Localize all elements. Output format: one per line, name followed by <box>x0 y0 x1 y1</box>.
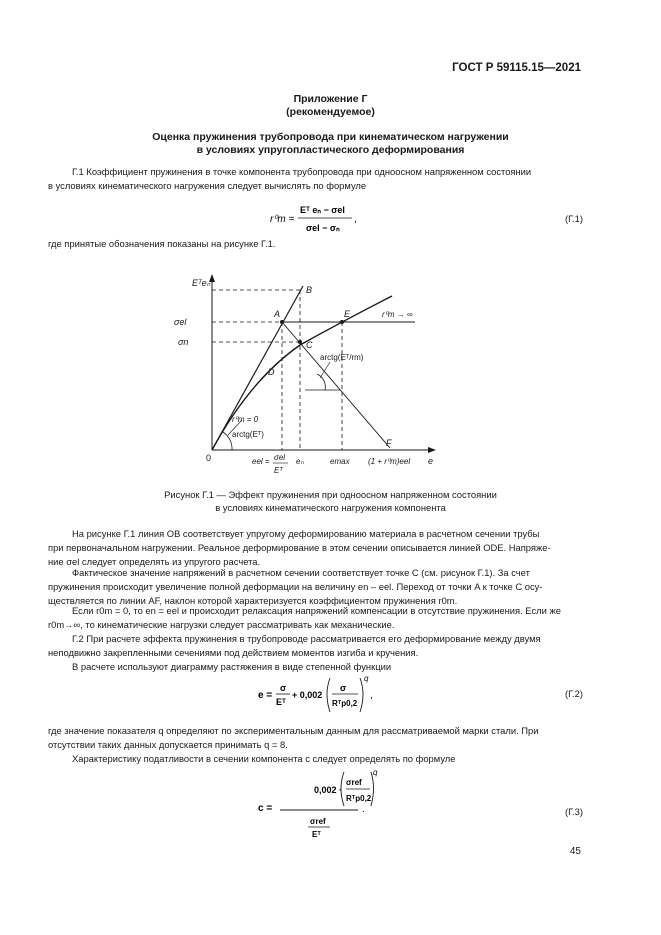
p2-line3: ществляется по линии AF, наклон которой характеризуется коэффициентом пружинения r0m. <box>48 595 458 606</box>
formula-g3-sref-den: σref <box>310 817 326 826</box>
formula-g1 <box>270 200 380 238</box>
figure-caption-line2: в условиях кинематического нагружения компонента <box>215 502 446 513</box>
point-C <box>298 340 302 344</box>
g2-line1: Г.2 При расчете эффекта пружинения в трубопроводе рассматривается его деформирование между двумя <box>72 633 541 644</box>
formula-g2-exponent: q <box>364 674 369 683</box>
equation-number-g3: (Г.3) <box>565 806 583 817</box>
appendix-title: Приложение Г <box>293 93 368 105</box>
after-g1-text: где принятые обозначения показаны на рисунке Г.1. <box>48 238 276 249</box>
appendix-subtitle: (рекомендуемое) <box>286 106 375 118</box>
label-e-el: eel = <box>252 457 270 466</box>
label-D: D <box>268 367 275 377</box>
before-g3-text: Характеристику податливости в сечении компонента с следует определять по формуле <box>72 753 456 764</box>
equation-number-g2: (Г.2) <box>565 688 583 699</box>
angle-arc-ET <box>223 432 232 450</box>
formula-g3 <box>258 766 378 840</box>
svg-text:,: , <box>370 690 373 701</box>
standard-number: ГОСТ Р 59115.15—2021 <box>452 62 581 74</box>
g2-line2: неподвижно закрепленными сечениями под действием моментов изгиба и кручения. <box>48 647 419 658</box>
equation-number-g1: (Г.1) <box>565 213 583 224</box>
p3-line2: r0m→∞, то кинематические нагрузки следует рассматривать как механические. <box>48 619 395 630</box>
section-heading-line1: Оценка пружинения трубопровода при кинематическом нагружении <box>152 131 509 143</box>
label-sigma-el: σel <box>174 317 187 327</box>
formula-g1-numerator: Eᵀ eₙ − σel <box>300 205 345 215</box>
p1-line2: при первоначальном нагружении. Реальное деформирование в этом сечении описывается линией ODE. Напряже- <box>48 542 551 553</box>
after-g2-line2: отсутствии таких данных допускается принимать q = 8. <box>48 739 288 750</box>
p2-line1: Фактическое значение напряжений в расчетном сечении соответствует точке C (см. рисунок Г.1). За счет <box>72 567 530 578</box>
formula-g3-coef: 0,002 · <box>314 785 343 795</box>
label-r-zero: r⁰m = 0 <box>232 415 259 424</box>
svg-text:.: . <box>362 804 365 815</box>
p2-line2: пружинения происходит увеличение полной деформации на величину en – eel. Переход от точки A к точке C осу- <box>48 581 543 592</box>
line-AF <box>282 322 390 448</box>
p1-line3: ние σel следует определять из упругого расчета. <box>48 556 261 567</box>
label-arctg-ETrm: arctg(Eᵀ/rm) <box>320 353 364 362</box>
label-r-infinity: r⁰m → ∞ <box>382 310 413 319</box>
formula-g2-sigma1: σ <box>280 683 287 693</box>
p1-line1: На рисунке Г.1 линия OB соответствует упругому деформированию материала в расчетном сечении трубы <box>72 528 540 539</box>
label-sigma-n: σn <box>178 337 189 347</box>
label-e-el-num: σel <box>274 453 286 462</box>
figure-caption-line1: Рисунок Г.1 — Эффект пружинения при одноосном напряженном состоянии <box>164 489 497 500</box>
label-e-max-expr: (1 + r⁰m)eel <box>368 457 411 466</box>
svg-text:,: , <box>354 214 357 225</box>
formula-g2-ET: Eᵀ <box>276 697 286 707</box>
formula-g3-ET: Eᵀ <box>312 830 321 839</box>
formula-g3-exponent: q <box>373 768 378 777</box>
formula-g2 <box>258 672 378 718</box>
label-origin: 0 <box>206 453 212 463</box>
curve-ODE <box>212 296 392 450</box>
formula-g2-plus: + 0,002 <box>292 690 323 700</box>
figure-g1-diagram <box>170 270 450 480</box>
section-heading-line2: в условиях упругопластического деформирования <box>196 144 465 156</box>
g1-line2: в условиях кинематического нагружения следует вычислять по формуле <box>48 180 367 191</box>
after-g2-line1: где значение показателя q определяют по экспериментальным данным для рассматриваемой марки стали. При <box>48 725 539 736</box>
label-arctg-ET: arctg(Eᵀ) <box>232 430 264 439</box>
p3-line1: Если r0m = 0, то en = eel и происходит релаксация напряжений компенсации в отсутствие пружинения. Если же <box>72 605 561 616</box>
point-A <box>280 320 284 324</box>
formula-g2-sigma2: σ <box>340 683 347 693</box>
label-F: F <box>386 438 392 448</box>
label-x-axis: e <box>428 456 434 466</box>
formula-g2-lhs: e = <box>258 690 273 701</box>
label-y-axis: Eᵀeₙ <box>192 278 211 288</box>
formula-g2-Rp: Rᵀp0,2 <box>332 699 358 708</box>
label-E: E <box>344 309 351 319</box>
label-A: A <box>274 309 281 319</box>
label-e-max: emax <box>330 457 350 466</box>
label-C: C <box>306 340 313 350</box>
g1-line1: Г.1 Коэффициент пружинения в точке компонента трубопровода при одноосном напряженном состоянии <box>72 166 532 177</box>
point-E <box>340 320 344 324</box>
label-e-el-den: Eᵀ <box>274 466 283 475</box>
formula-g1-denominator: σel − σₙ <box>306 223 340 233</box>
formula-rm0: r⁰m = <box>270 214 295 225</box>
x-axis-arrow <box>428 447 436 453</box>
g2-line3: В расчете используют диаграмму растяжения в виде степенной функции <box>72 661 392 672</box>
label-B: B <box>306 285 313 295</box>
formula-g3-sref: σref <box>346 778 362 787</box>
page-number: 45 <box>569 846 581 857</box>
label-e-n: eₙ <box>296 457 304 466</box>
formula-g3-Rp: Rᵀp0,2 <box>346 794 372 803</box>
formula-g3-lhs: c = <box>258 803 273 814</box>
